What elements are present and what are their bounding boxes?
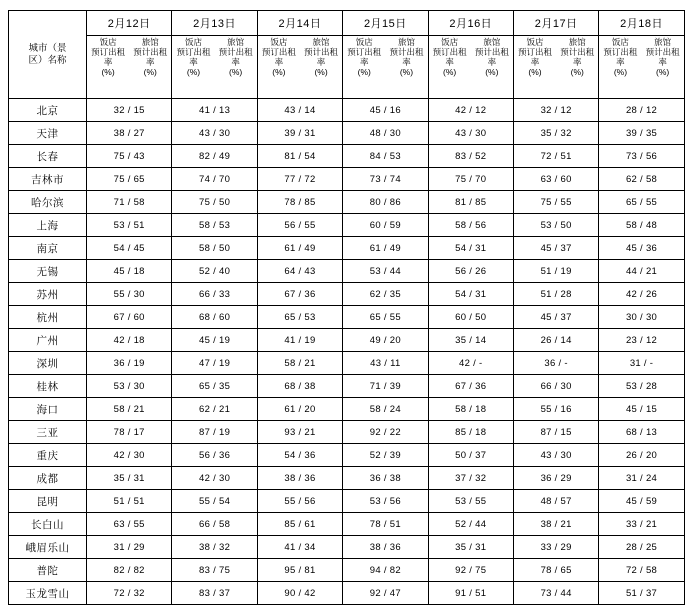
rate-cell: 60 / 50 bbox=[428, 306, 513, 329]
rate-cell: 58 / 21 bbox=[257, 352, 342, 375]
hotel-line-3: 率 bbox=[189, 57, 198, 67]
subheader-hotel-1 bbox=[174, 36, 213, 77]
table-body bbox=[9, 99, 685, 605]
rate-cell: 43 / 14 bbox=[257, 99, 342, 122]
rate-cell: 50 / 37 bbox=[428, 444, 513, 467]
hotel-line-3: 率 bbox=[530, 57, 540, 67]
rate-cell: 36 / 19 bbox=[87, 352, 172, 375]
table-row bbox=[9, 237, 685, 260]
rate-cell: 55 / 56 bbox=[257, 490, 342, 513]
rate-cell: 35 / 31 bbox=[428, 536, 513, 559]
city-name: 三亚 bbox=[9, 421, 87, 444]
rate-cell: 75 / 65 bbox=[87, 168, 172, 191]
rate-cell: 45 / 59 bbox=[599, 490, 684, 513]
table-row bbox=[9, 145, 685, 168]
header-date-0: 2月12日 bbox=[87, 11, 172, 36]
subheader-inn-5 bbox=[558, 36, 597, 77]
rate-cell: 38 / 36 bbox=[343, 536, 428, 559]
rate-cell: 45 / 37 bbox=[513, 237, 598, 260]
rate-cell: 77 / 72 bbox=[257, 168, 342, 191]
rate-cell: 48 / 57 bbox=[513, 490, 598, 513]
rate-cell: 75 / 70 bbox=[428, 168, 513, 191]
rate-cell: 68 / 60 bbox=[172, 306, 257, 329]
hotel-line-1: 饭店 bbox=[355, 37, 373, 47]
rate-cell: 61 / 49 bbox=[343, 237, 428, 260]
rate-cell: 72 / 32 bbox=[87, 582, 172, 605]
rate-cell: 92 / 47 bbox=[343, 582, 428, 605]
rate-cell: 33 / 21 bbox=[599, 513, 684, 536]
rate-cell: 61 / 20 bbox=[257, 398, 342, 421]
city-name: 深圳 bbox=[9, 352, 87, 375]
rate-cell: 55 / 30 bbox=[87, 283, 172, 306]
rate-cell: 37 / 32 bbox=[428, 467, 513, 490]
rate-cell: 41 / 13 bbox=[172, 99, 257, 122]
inn-line-1: 旅馆 bbox=[483, 37, 501, 47]
rate-cell: 67 / 36 bbox=[257, 283, 342, 306]
rate-cell: 43 / 30 bbox=[172, 122, 257, 145]
rate-cell: 42 / 12 bbox=[428, 99, 513, 122]
rate-cell: 42 / - bbox=[428, 352, 513, 375]
rate-cell: 58 / 24 bbox=[343, 398, 428, 421]
hotel-line-2: 预订出租 bbox=[261, 47, 296, 57]
rate-cell: 54 / 31 bbox=[428, 237, 513, 260]
rate-cell: 38 / 27 bbox=[87, 122, 172, 145]
inn-line-3: 率 bbox=[316, 57, 326, 67]
rate-cell: 68 / 38 bbox=[257, 375, 342, 398]
hotel-line-1: 饭店 bbox=[526, 37, 544, 47]
rate-cell: 36 / 38 bbox=[343, 467, 428, 490]
hotel-line-2: 预订出租 bbox=[432, 47, 467, 57]
rate-cell: 43 / 30 bbox=[513, 444, 598, 467]
rate-cell: 78 / 65 bbox=[513, 559, 598, 582]
rate-cell: 82 / 49 bbox=[172, 145, 257, 168]
inn-line-4: (%) bbox=[656, 67, 670, 77]
hotel-line-2: 预订出租 bbox=[518, 47, 553, 57]
rate-cell: 42 / 30 bbox=[87, 444, 172, 467]
hotel-line-3: 率 bbox=[616, 57, 625, 67]
rate-cell: 48 / 30 bbox=[343, 122, 428, 145]
subheader-cell-2 bbox=[257, 36, 342, 99]
rate-cell: 53 / 28 bbox=[599, 375, 684, 398]
rate-cell: 72 / 51 bbox=[513, 145, 598, 168]
rate-cell: 78 / 17 bbox=[87, 421, 172, 444]
city-name: 长春 bbox=[9, 145, 87, 168]
hotel-line-4: (%) bbox=[613, 67, 628, 77]
inn-line-2: 预计出租 bbox=[645, 47, 680, 57]
rate-cell: 82 / 82 bbox=[87, 559, 172, 582]
header-date-6: 2月18日 bbox=[599, 11, 684, 36]
rate-cell: 65 / 55 bbox=[599, 191, 684, 214]
hotel-line-3: 率 bbox=[274, 57, 284, 67]
subheader-cell-5 bbox=[513, 36, 598, 99]
subheader-inn-0 bbox=[131, 36, 170, 77]
rate-cell: 53 / 55 bbox=[428, 490, 513, 513]
rate-cell: 56 / 36 bbox=[172, 444, 257, 467]
rate-cell: 78 / 85 bbox=[257, 191, 342, 214]
rate-cell: 91 / 51 bbox=[428, 582, 513, 605]
city-name: 成都 bbox=[9, 467, 87, 490]
table-row bbox=[9, 168, 685, 191]
subheader-hotel-3 bbox=[345, 36, 384, 77]
rate-cell: 42 / 18 bbox=[87, 329, 172, 352]
inn-line-4: (%) bbox=[229, 67, 243, 77]
rate-cell: 32 / 12 bbox=[513, 99, 598, 122]
rate-cell: 52 / 44 bbox=[428, 513, 513, 536]
rate-cell: 58 / 18 bbox=[428, 398, 513, 421]
rate-cell: 45 / 36 bbox=[599, 237, 684, 260]
inn-line-3: 率 bbox=[658, 57, 667, 67]
city-name: 上海 bbox=[9, 214, 87, 237]
inn-line-2: 预计出租 bbox=[560, 47, 595, 57]
subheader-inn-1 bbox=[216, 36, 255, 77]
city-name: 苏州 bbox=[9, 283, 87, 306]
rate-cell: 26 / 20 bbox=[599, 444, 684, 467]
rate-cell: 45 / 15 bbox=[599, 398, 684, 421]
rate-cell: 26 / 14 bbox=[513, 329, 598, 352]
city-name: 天津 bbox=[9, 122, 87, 145]
city-name: 北京 bbox=[9, 99, 87, 122]
rate-cell: 36 / 29 bbox=[513, 467, 598, 490]
inn-line-4: (%) bbox=[485, 67, 499, 77]
rate-cell: 83 / 52 bbox=[428, 145, 513, 168]
rate-cell: 45 / 37 bbox=[513, 306, 598, 329]
table-row bbox=[9, 490, 685, 513]
subheader-hotel-6 bbox=[601, 36, 640, 77]
rate-cell: 51 / 37 bbox=[599, 582, 684, 605]
header-row-dates bbox=[9, 11, 685, 36]
rate-cell: 38 / 21 bbox=[513, 513, 598, 536]
rate-cell: 47 / 19 bbox=[172, 352, 257, 375]
rate-cell: 92 / 22 bbox=[343, 421, 428, 444]
rate-cell: 64 / 43 bbox=[257, 260, 342, 283]
table-row bbox=[9, 191, 685, 214]
rate-cell: 93 / 21 bbox=[257, 421, 342, 444]
inn-line-2: 预计出租 bbox=[304, 47, 339, 57]
hotel-line-3: 率 bbox=[360, 57, 369, 67]
rate-cell: 53 / 51 bbox=[87, 214, 172, 237]
rate-cell: 75 / 43 bbox=[87, 145, 172, 168]
rate-cell: 30 / 30 bbox=[599, 306, 684, 329]
table-row bbox=[9, 260, 685, 283]
city-name: 桂林 bbox=[9, 375, 87, 398]
city-name: 吉林市 bbox=[9, 168, 87, 191]
table-header bbox=[9, 11, 685, 99]
rate-cell: 72 / 58 bbox=[599, 559, 684, 582]
table-row bbox=[9, 582, 685, 605]
city-name: 玉龙雪山 bbox=[9, 582, 87, 605]
subheader-cell-6 bbox=[599, 36, 684, 99]
rate-cell: 44 / 21 bbox=[599, 260, 684, 283]
rate-cell: 92 / 75 bbox=[428, 559, 513, 582]
header-date-3: 2月15日 bbox=[343, 11, 428, 36]
rate-cell: 75 / 55 bbox=[513, 191, 598, 214]
rate-cell: 85 / 18 bbox=[428, 421, 513, 444]
subheader-inn-6 bbox=[643, 36, 682, 77]
subheader-hotel-4 bbox=[430, 36, 469, 77]
hotel-line-4: (%) bbox=[272, 67, 286, 77]
table-row bbox=[9, 513, 685, 536]
corner-line-2: 区）名称 bbox=[28, 54, 67, 66]
rate-cell: 45 / 19 bbox=[172, 329, 257, 352]
inn-line-3: 率 bbox=[146, 57, 155, 67]
hotel-line-2: 预订出租 bbox=[176, 47, 211, 57]
rate-cell: 85 / 61 bbox=[257, 513, 342, 536]
rate-cell: 45 / 18 bbox=[87, 260, 172, 283]
inn-line-4: (%) bbox=[314, 67, 328, 77]
rate-cell: 73 / 44 bbox=[513, 582, 598, 605]
inn-line-1: 旅馆 bbox=[654, 37, 672, 47]
subheader-cell-4 bbox=[428, 36, 513, 99]
rate-cell: 58 / 53 bbox=[172, 214, 257, 237]
hotel-line-1: 饭店 bbox=[184, 37, 202, 47]
inn-line-1: 旅馆 bbox=[141, 37, 159, 47]
table-row bbox=[9, 306, 685, 329]
hotel-line-2: 预订出租 bbox=[347, 47, 382, 57]
inn-line-3: 率 bbox=[231, 57, 240, 67]
inn-line-1: 旅馆 bbox=[227, 37, 245, 47]
table-row bbox=[9, 467, 685, 490]
inn-line-2: 预计出租 bbox=[218, 47, 253, 57]
city-name: 普陀 bbox=[9, 559, 87, 582]
rate-cell: 23 / 12 bbox=[599, 329, 684, 352]
rate-cell: 43 / 11 bbox=[343, 352, 428, 375]
rate-cell: 38 / 36 bbox=[257, 467, 342, 490]
subheader-inn-4 bbox=[472, 36, 511, 77]
rate-cell: 63 / 60 bbox=[513, 168, 598, 191]
rate-cell: 87 / 15 bbox=[513, 421, 598, 444]
rate-cell: 39 / 35 bbox=[599, 122, 684, 145]
rate-cell: 90 / 42 bbox=[257, 582, 342, 605]
rate-cell: 73 / 56 bbox=[599, 145, 684, 168]
header-date-2: 2月14日 bbox=[257, 11, 342, 36]
rate-cell: 67 / 36 bbox=[428, 375, 513, 398]
header-date-5: 2月17日 bbox=[513, 11, 598, 36]
rate-cell: 42 / 26 bbox=[599, 283, 684, 306]
rate-cell: 81 / 85 bbox=[428, 191, 513, 214]
table-row bbox=[9, 283, 685, 306]
inn-line-2: 预计出租 bbox=[133, 47, 168, 57]
rate-cell: 58 / 56 bbox=[428, 214, 513, 237]
subheader-inn-3 bbox=[387, 36, 426, 77]
inn-line-4: (%) bbox=[570, 67, 584, 77]
rate-cell: 87 / 19 bbox=[172, 421, 257, 444]
rate-cell: 66 / 30 bbox=[513, 375, 598, 398]
rate-cell: 66 / 58 bbox=[172, 513, 257, 536]
subheader-cell-0 bbox=[87, 36, 172, 99]
rate-cell: 65 / 53 bbox=[257, 306, 342, 329]
inn-line-2: 预计出租 bbox=[474, 47, 509, 57]
hotel-line-1: 饭店 bbox=[99, 37, 117, 47]
inn-line-1: 旅馆 bbox=[397, 37, 415, 47]
rate-cell: 35 / 31 bbox=[87, 467, 172, 490]
rate-cell: 31 / 29 bbox=[87, 536, 172, 559]
rate-cell: 75 / 50 bbox=[172, 191, 257, 214]
rate-cell: 66 / 33 bbox=[172, 283, 257, 306]
city-name: 无锡 bbox=[9, 260, 87, 283]
city-name: 哈尔滨 bbox=[9, 191, 87, 214]
rate-cell: 58 / 21 bbox=[87, 398, 172, 421]
hotel-line-2: 预订出租 bbox=[603, 47, 638, 57]
inn-line-3: 率 bbox=[572, 57, 582, 67]
table-row bbox=[9, 536, 685, 559]
hotel-line-4: (%) bbox=[101, 67, 115, 77]
rate-cell: 54 / 31 bbox=[428, 283, 513, 306]
hotel-line-4: (%) bbox=[443, 67, 457, 77]
inn-line-4: (%) bbox=[399, 67, 414, 77]
table-row bbox=[9, 99, 685, 122]
rate-cell: 28 / 12 bbox=[599, 99, 684, 122]
rate-cell: 42 / 30 bbox=[172, 467, 257, 490]
city-name: 杭州 bbox=[9, 306, 87, 329]
subheader-hotel-2 bbox=[259, 36, 298, 77]
header-date-1: 2月13日 bbox=[172, 11, 257, 36]
rate-cell: 51 / 28 bbox=[513, 283, 598, 306]
rate-cell: 53 / 44 bbox=[343, 260, 428, 283]
city-name: 广州 bbox=[9, 329, 87, 352]
inn-line-4: (%) bbox=[143, 67, 157, 77]
hotel-line-1: 饭店 bbox=[611, 37, 629, 47]
rate-cell: 36 / - bbox=[513, 352, 598, 375]
hotel-line-3: 率 bbox=[445, 57, 454, 67]
rate-cell: 67 / 60 bbox=[87, 306, 172, 329]
inn-line-1: 旅馆 bbox=[568, 37, 586, 47]
hotel-line-4: (%) bbox=[357, 67, 371, 77]
rate-cell: 80 / 86 bbox=[343, 191, 428, 214]
rate-cell: 52 / 39 bbox=[343, 444, 428, 467]
corner-line-1: 城市（景 bbox=[28, 42, 67, 54]
rate-cell: 38 / 32 bbox=[172, 536, 257, 559]
rate-cell: 73 / 74 bbox=[343, 168, 428, 191]
city-name: 海口 bbox=[9, 398, 87, 421]
table-row bbox=[9, 444, 685, 467]
subheader-inn-2 bbox=[302, 36, 341, 77]
rate-cell: 53 / 56 bbox=[343, 490, 428, 513]
rate-cell: 65 / 55 bbox=[343, 306, 428, 329]
rate-cell: 56 / 26 bbox=[428, 260, 513, 283]
hotel-line-2: 预订出租 bbox=[91, 47, 126, 57]
rate-cell: 68 / 13 bbox=[599, 421, 684, 444]
inn-line-1: 旅馆 bbox=[312, 37, 330, 47]
rate-cell: 39 / 31 bbox=[257, 122, 342, 145]
city-name: 长白山 bbox=[9, 513, 87, 536]
rate-cell: 62 / 21 bbox=[172, 398, 257, 421]
rate-cell: 28 / 25 bbox=[599, 536, 684, 559]
rate-cell: 52 / 40 bbox=[172, 260, 257, 283]
hotel-line-4: (%) bbox=[528, 67, 542, 77]
rate-cell: 71 / 39 bbox=[343, 375, 428, 398]
rate-cell: 45 / 16 bbox=[343, 99, 428, 122]
rate-cell: 51 / 19 bbox=[513, 260, 598, 283]
occupancy-rate-table bbox=[8, 10, 685, 605]
subheader-hotel-0 bbox=[89, 36, 128, 77]
rate-cell: 35 / 14 bbox=[428, 329, 513, 352]
rate-cell: 55 / 54 bbox=[172, 490, 257, 513]
rate-cell: 83 / 37 bbox=[172, 582, 257, 605]
rate-cell: 41 / 19 bbox=[257, 329, 342, 352]
city-name: 昆明 bbox=[9, 490, 87, 513]
inn-line-2: 预计出租 bbox=[389, 47, 424, 57]
corner-header-city bbox=[9, 11, 87, 99]
rate-cell: 53 / 50 bbox=[513, 214, 598, 237]
header-date-4: 2月16日 bbox=[428, 11, 513, 36]
rate-cell: 74 / 70 bbox=[172, 168, 257, 191]
rate-cell: 95 / 81 bbox=[257, 559, 342, 582]
rate-cell: 84 / 53 bbox=[343, 145, 428, 168]
rate-cell: 51 / 51 bbox=[87, 490, 172, 513]
rate-cell: 31 / - bbox=[599, 352, 684, 375]
rate-cell: 58 / 48 bbox=[599, 214, 684, 237]
rate-cell: 62 / 35 bbox=[343, 283, 428, 306]
rate-cell: 65 / 35 bbox=[172, 375, 257, 398]
rate-cell: 31 / 24 bbox=[599, 467, 684, 490]
table-row bbox=[9, 352, 685, 375]
hotel-line-3: 率 bbox=[103, 57, 113, 67]
rate-cell: 63 / 55 bbox=[87, 513, 172, 536]
subheader-cell-1 bbox=[172, 36, 257, 99]
table-row bbox=[9, 122, 685, 145]
table-row bbox=[9, 398, 685, 421]
table-row bbox=[9, 421, 685, 444]
rate-cell: 62 / 58 bbox=[599, 168, 684, 191]
rate-cell: 71 / 58 bbox=[87, 191, 172, 214]
inn-line-3: 率 bbox=[402, 57, 411, 67]
rate-cell: 49 / 20 bbox=[343, 329, 428, 352]
rate-cell: 41 / 34 bbox=[257, 536, 342, 559]
rate-cell: 78 / 51 bbox=[343, 513, 428, 536]
subheader-cell-3 bbox=[343, 36, 428, 99]
rate-cell: 54 / 36 bbox=[257, 444, 342, 467]
rate-cell: 58 / 50 bbox=[172, 237, 257, 260]
hotel-line-1: 饭店 bbox=[270, 37, 288, 47]
subheader-hotel-5 bbox=[516, 36, 555, 77]
header-row-subheaders bbox=[9, 36, 685, 99]
city-name: 南京 bbox=[9, 237, 87, 260]
rate-cell: 94 / 82 bbox=[343, 559, 428, 582]
rate-cell: 32 / 15 bbox=[87, 99, 172, 122]
rate-cell: 43 / 30 bbox=[428, 122, 513, 145]
city-name: 重庆 bbox=[9, 444, 87, 467]
rate-cell: 83 / 75 bbox=[172, 559, 257, 582]
rate-cell: 55 / 16 bbox=[513, 398, 598, 421]
inn-line-3: 率 bbox=[487, 57, 497, 67]
hotel-line-4: (%) bbox=[186, 67, 201, 77]
rate-cell: 81 / 54 bbox=[257, 145, 342, 168]
rate-cell: 33 / 29 bbox=[513, 536, 598, 559]
table-sheet bbox=[0, 10, 693, 600]
city-name: 峨眉乐山 bbox=[9, 536, 87, 559]
rate-cell: 54 / 45 bbox=[87, 237, 172, 260]
rate-cell: 61 / 49 bbox=[257, 237, 342, 260]
table-row bbox=[9, 214, 685, 237]
rate-cell: 56 / 55 bbox=[257, 214, 342, 237]
table-row bbox=[9, 329, 685, 352]
table-row bbox=[9, 559, 685, 582]
hotel-line-1: 饭店 bbox=[441, 37, 459, 47]
rate-cell: 53 / 30 bbox=[87, 375, 172, 398]
table-row bbox=[9, 375, 685, 398]
rate-cell: 60 / 59 bbox=[343, 214, 428, 237]
rate-cell: 35 / 32 bbox=[513, 122, 598, 145]
